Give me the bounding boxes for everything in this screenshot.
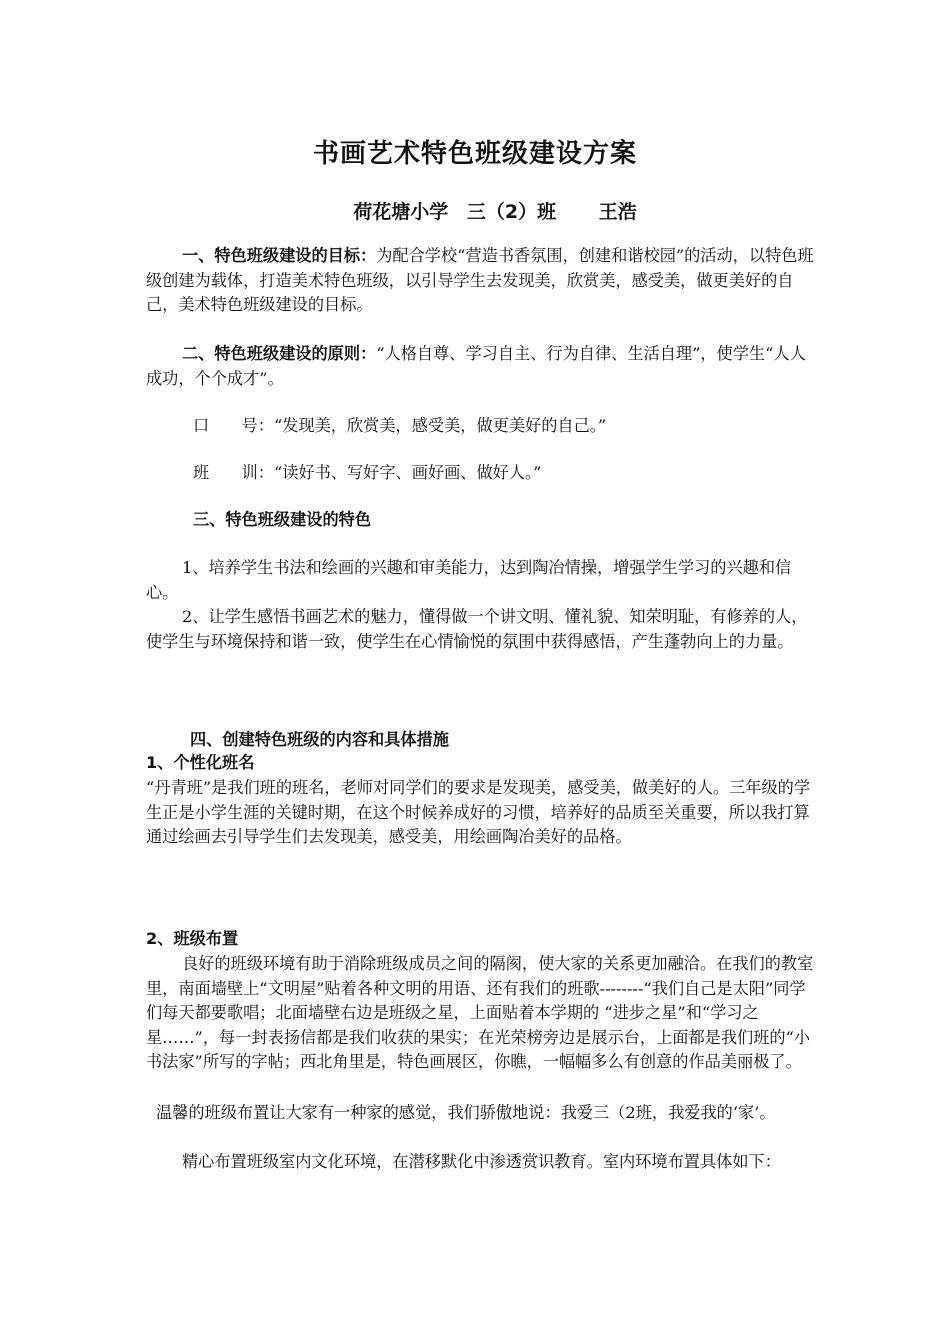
document-title: 书画艺术特色班级建设方案 [312, 139, 637, 169]
document-subtitle [0, 197, 950, 224]
motto-line [193, 461, 541, 485]
section-measures-heading: 四、创建特色班级的内容和具体措施 [190, 730, 449, 749]
section-feature-item1: 1、培养学生书法和绘画的兴趣和审美能力，达到陶冶情操，增强学生学习的兴趣和信心。 [146, 558, 792, 602]
section-principle-text: “人格自尊、学习自主、行为自律、生活自理”，使学生“人人成功，个个成才”。 [146, 344, 806, 388]
section-goal-heading: 一、特色班级建设的目标： [182, 246, 377, 265]
slogan-text: “发现美，欣赏美，感受美，做更美好的自己。” [273, 416, 607, 435]
subsection-layout-text1: 良好的班级环境有助于消除班级成员之间的隔阂，使大家的关系更加融洽。在我们的教室里，南面墙壁上“文明屋”贴着各种文明的用语、还有我们的班歌--------“我们自己是太阳”同学们每天都要歌唱；北面墙壁右边是班级之星，上面贴着本学期的 “进步之星”和“学习之星……”，每一封表扬信都是我们收获的果实；在光荣榜旁边是展示台，上面都是我们班的“小书法家”所写的字帖；西北角里是，特色画展区，你瞧，一幅幅多么有创意的作品美丽极了。 [146, 954, 814, 1071]
subsection-layout-heading: 2、班级布置 [146, 929, 239, 948]
author-name: 王浩 [598, 201, 637, 223]
slogan-line [193, 414, 606, 438]
section-principle [146, 342, 814, 391]
section-principle-heading: 二、特色班级建设的原则： [182, 344, 377, 363]
motto-label: 班 训： [193, 463, 274, 482]
subsection-layout-text3: 精心布置班级室内文化环境，在潜移默化中渗透赏识教育。室内环境布置具体如下： [182, 1152, 781, 1171]
section-feature-item2: 2、让学生感悟书画艺术的魅力，懂得做一个讲文明、懂礼貌、知荣明耻，有修养的人，使学生与环境保持和谐一致，使学生在心情愉悦的氛围中获得感悟，产生蓬勃向上的力量。 [146, 607, 808, 651]
subsection-layout-text2: 温馨的班级布置让大家有一种家的感觉，我们骄傲地说：我爱三（2班，我爱我的‘家’。 [156, 1103, 776, 1122]
class-name: 三（2）班 [466, 201, 557, 223]
motto-text: “读好书、写好字、画好画、做好人。” [273, 463, 542, 482]
section-goal-text: 为配合学校“营造书香氛围，创建和谐校园”的活动，以特色班级创建为载体，打造美术特色班级，以引导学生去发现美，欣赏美，感受美，做更美好的自己，美术特色班级建设的目标。 [146, 246, 814, 314]
section-feature-heading: 三、特色班级建设的特色 [193, 510, 372, 529]
subsection-class-name-heading: 1、个性化班名 [146, 753, 255, 772]
section-goal [146, 244, 814, 318]
school-name: 荷花塘小学 [353, 201, 449, 223]
slogan-label: 口 号： [193, 416, 274, 435]
subsection-class-name-text: “丹青班”是我们班的班名，老师对同学们的要求是发现美，感受美，做美好的人。三年级的学生正是小学生涯的关键时期，在这个时候养成好的习惯，培养好的品质至关重要，所以我打算通过绘画去引导学生们去发现美，感受美，用绘画陶冶美好的品格。 [146, 778, 811, 846]
